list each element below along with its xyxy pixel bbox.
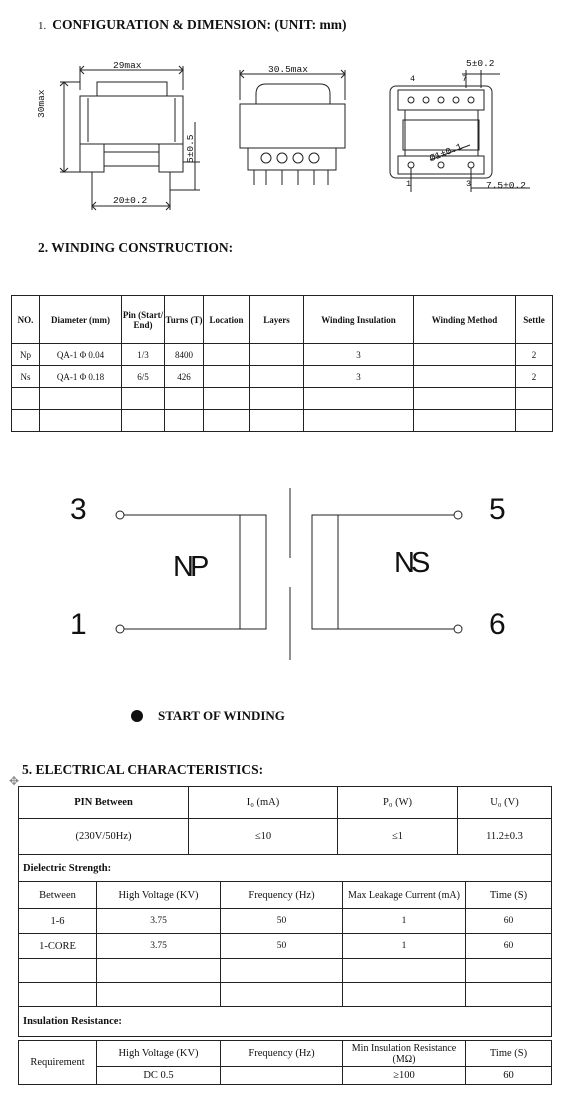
terminal-3: [116, 511, 124, 519]
insulation-voltage-value: DC 0.5: [97, 1067, 221, 1085]
dim-height-max: 30max: [36, 89, 47, 118]
insulation-voltage-header: High Voltage (KV): [97, 1041, 221, 1067]
col-diameter: Diameter (mm): [40, 296, 122, 344]
dim-depth-max: 30.5max: [268, 64, 308, 75]
insulation-resistance-header: Min Insulation Resistance (MΩ): [343, 1041, 466, 1067]
terminal-6: [454, 625, 462, 633]
move-handle-icon[interactable]: ✥: [9, 774, 20, 788]
dim-row-span: 7.5±0.2: [486, 180, 526, 191]
col-settle: Settle: [516, 296, 553, 344]
pin-6-label: 6: [489, 608, 506, 641]
insulation-resistance-value: ≥100: [343, 1067, 466, 1085]
table-row-empty: [19, 983, 552, 1007]
pin-label-1: 1: [406, 179, 412, 189]
col-location: Location: [204, 296, 250, 344]
col-turns: Turns (T): [165, 296, 204, 344]
start-dot-icon: [131, 710, 143, 722]
col-method: Winding Method: [414, 296, 516, 344]
dimension-drawings: [0, 0, 564, 230]
row-np-insulation: 3: [304, 344, 414, 366]
secondary-label: NS: [394, 547, 427, 579]
table-row: [19, 934, 552, 959]
insulation-title: Insulation Resistance:: [19, 1007, 552, 1037]
bottom-view-drawing: [390, 70, 530, 192]
insulation-frequency-value: [221, 1067, 343, 1085]
i0-header: I₀ (mA): [189, 787, 338, 819]
row-np-settle: 2: [516, 344, 553, 366]
dim-width-max: 29max: [113, 60, 142, 71]
section1-title: CONFIGURATION & DIMENSION: (UNIT: mm): [52, 17, 347, 32]
pin-5-label: 5: [489, 493, 506, 526]
pin-3-label: 3: [70, 493, 87, 526]
dielectric-row2-between: 1-CORE: [19, 934, 97, 959]
dielectric-row2-frequency: 50: [221, 934, 343, 959]
dielectric-time-header: Time (S): [466, 882, 552, 909]
dielectric-table: [18, 854, 552, 1037]
dielectric-row1-leakage: 1: [343, 909, 466, 934]
insulation-frequency-header: Frequency (Hz): [221, 1041, 343, 1067]
table-row: [19, 909, 552, 934]
section1-number: 1.: [38, 20, 47, 32]
row-np-pin: 1/3: [122, 344, 165, 366]
insulation-time-header: Time (S): [466, 1041, 552, 1067]
insulation-requirement-label: Requirement: [19, 1041, 97, 1085]
row-ns-turns: 426: [165, 366, 204, 388]
col-layers: Layers: [250, 296, 304, 344]
col-pin: Pin (Start/ End): [122, 296, 165, 344]
dim-pin-pitch: 5±0.2: [466, 58, 495, 69]
table-row-empty: [12, 388, 553, 410]
row-np-diameter: QA-1 Φ 0.04: [40, 344, 122, 366]
table-row: [12, 344, 553, 366]
dim-pin-length: 5±0.5: [185, 134, 196, 163]
side-view-drawing: [240, 70, 345, 185]
row-ns-pin: 6/5: [122, 366, 165, 388]
row-np-method: [414, 344, 516, 366]
dielectric-row1-voltage: 3.75: [97, 909, 221, 934]
dielectric-voltage-header: High Voltage (KV): [97, 882, 221, 909]
u0-header: U₀ (V): [458, 787, 552, 819]
col-insulation: Winding Insulation: [304, 296, 414, 344]
row-np-turns: 8400: [165, 344, 204, 366]
dielectric-row2-leakage: 1: [343, 934, 466, 959]
pin-label-7: 7: [462, 74, 468, 84]
dielectric-leakage-header: Max Leakage Current (mA): [343, 882, 466, 909]
primary-coil: [240, 515, 266, 629]
insulation-table: [18, 1040, 552, 1085]
u0-value: 11.2±0.3: [458, 819, 552, 855]
terminal-5: [454, 511, 462, 519]
row-np-no: Np: [12, 344, 40, 366]
row-ns-location: [204, 366, 250, 388]
electrical-table: [18, 786, 552, 855]
row-ns-layers: [250, 366, 304, 388]
primary-label: NP: [173, 551, 206, 583]
row-ns-settle: 2: [516, 366, 553, 388]
pin-between-value: (230V/50Hz): [19, 819, 189, 855]
table-row: [19, 1067, 552, 1085]
row-ns-insulation: 3: [304, 366, 414, 388]
i0-value: ≤10: [189, 819, 338, 855]
dielectric-row1-frequency: 50: [221, 909, 343, 934]
dim-pin-span: 20±0.2: [113, 195, 148, 206]
pin-label-3: 3: [466, 179, 472, 189]
row-ns-no: Ns: [12, 366, 40, 388]
dielectric-row1-time: 60: [466, 909, 552, 934]
p0-value: ≤1: [338, 819, 458, 855]
section2-title: 2. WINDING CONSTRUCTION:: [38, 240, 234, 255]
dielectric-title: Dielectric Strength:: [19, 855, 552, 882]
winding-table: [11, 295, 553, 432]
pin-label-4: 4: [410, 74, 416, 84]
row-np-location: [204, 344, 250, 366]
col-no: NO.: [12, 296, 40, 344]
insulation-time-value: 60: [466, 1067, 552, 1085]
table-row-empty: [12, 410, 553, 432]
dielectric-between-header: Between: [19, 882, 97, 909]
row-np-layers: [250, 344, 304, 366]
dielectric-row2-time: 60: [466, 934, 552, 959]
dielectric-frequency-header: Frequency (Hz): [221, 882, 343, 909]
section5-title: 5. ELECTRICAL CHARACTERISTICS:: [22, 762, 264, 777]
dielectric-row1-between: 1-6: [19, 909, 97, 934]
front-view-drawing: [60, 66, 200, 210]
dim-pin-diameter: Ø1±0.1: [428, 141, 464, 165]
p0-header: P₀ (W): [338, 787, 458, 819]
winding-table-header: [12, 296, 553, 344]
row-ns-diameter: QA-1 Φ 0.18: [40, 366, 122, 388]
dielectric-row2-voltage: 3.75: [97, 934, 221, 959]
row-ns-method: [414, 366, 516, 388]
terminal-1: [116, 625, 124, 633]
start-of-winding-legend: START OF WINDING: [158, 708, 285, 723]
table-row: [12, 366, 553, 388]
pin-between-header: PIN Between: [19, 787, 189, 819]
pin-1-label: 1: [70, 608, 87, 641]
secondary-coil: [312, 515, 338, 629]
table-row-empty: [19, 959, 552, 983]
